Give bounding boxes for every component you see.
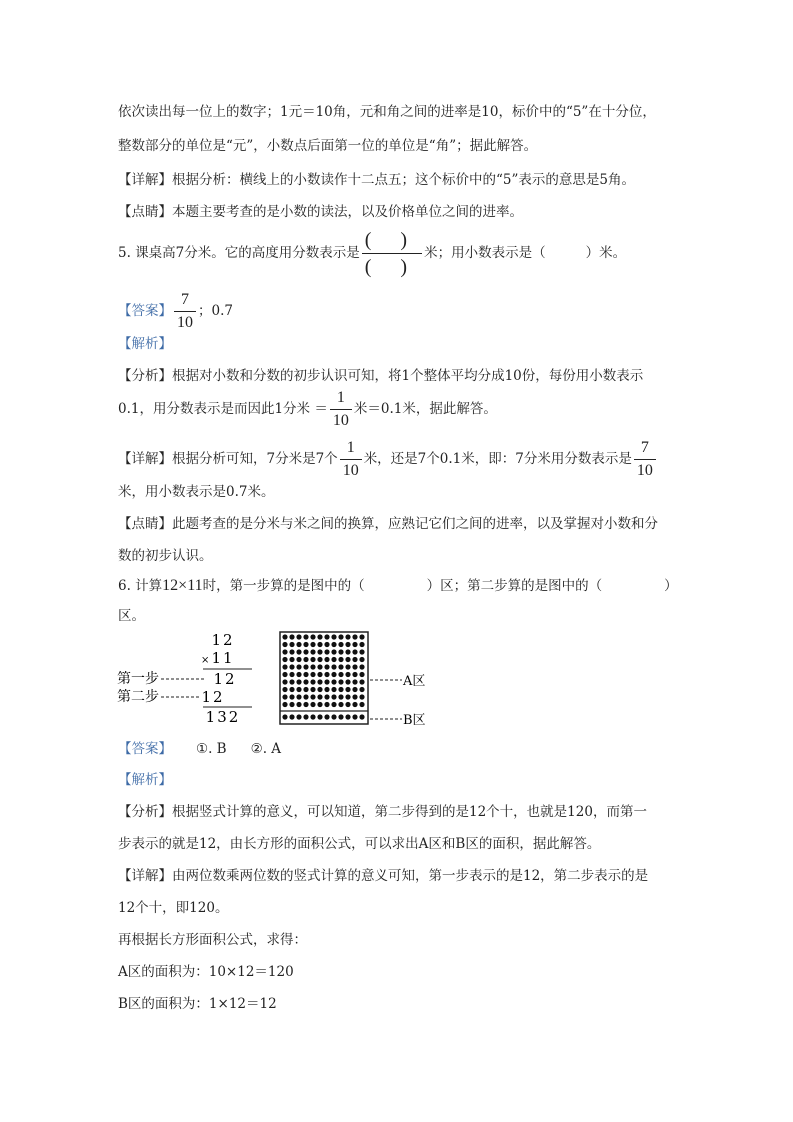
answer-2: ②. A	[250, 741, 282, 757]
q6-question-a: 6. 计算	[118, 578, 163, 594]
dot-zone-a	[345, 672, 350, 677]
q6-question	[118, 574, 678, 595]
denominator: 10	[332, 412, 349, 429]
detail-text-b: 米，还是7个0.1米，即：7分米用分数表示是	[363, 451, 632, 467]
dot-zone-a	[324, 679, 329, 684]
q6-question-b: 时，第一步算的是图中的（	[202, 578, 365, 594]
dot-zone-a	[352, 649, 357, 654]
dot-zone-a	[331, 687, 336, 692]
dot-grid	[282, 634, 364, 719]
dot-zone-a	[317, 642, 322, 647]
detail-label: 【详解】	[118, 451, 172, 467]
prev-point	[118, 200, 523, 220]
analysis-label: 【分析】	[118, 804, 172, 820]
dot-zone-a	[317, 664, 322, 669]
dot-zone-a	[352, 642, 357, 647]
dot-zone-a	[352, 679, 357, 684]
dot-zone-a	[317, 672, 322, 677]
denominator: 10	[342, 462, 359, 479]
blank-denominator: ( )	[364, 256, 420, 278]
dot-zone-a	[331, 672, 336, 677]
dot-zone-a	[282, 694, 287, 699]
dot-zone-a	[324, 687, 329, 692]
detail-text-a: 根据分析可知，7分米是7个	[172, 451, 338, 467]
dot-zone-a	[338, 672, 343, 677]
dot-zone-a	[310, 634, 315, 639]
answer-1: ①. B	[196, 741, 227, 757]
dot-zone-a	[338, 694, 343, 699]
dot-zone-a	[345, 642, 350, 647]
dot-zone-a	[317, 657, 322, 662]
dot-zone-a	[324, 649, 329, 654]
dot-zone-a	[359, 634, 364, 639]
dot-zone-a	[338, 687, 343, 692]
dot-zone-a	[324, 657, 329, 662]
dot-zone-a	[289, 664, 294, 669]
dot-zone-a	[282, 664, 287, 669]
dot-zone-a	[296, 679, 301, 684]
q6-area-b: B区的面积为：1×12＝12	[118, 996, 277, 1012]
dot-zone-a	[345, 664, 350, 669]
fraction-1-10	[340, 440, 362, 479]
q6-question-2: 区。	[118, 608, 145, 624]
dot-zone-a	[352, 702, 357, 707]
dot-zone-a	[310, 664, 315, 669]
dot-zone-a	[345, 687, 350, 692]
dot-zone-a	[289, 702, 294, 707]
dot-zone-a	[324, 664, 329, 669]
dot-zone-a	[310, 642, 315, 647]
dot-zone-a	[345, 649, 350, 654]
q6-jiexi-label: 【解析】	[118, 772, 172, 788]
dot-zone-a	[359, 694, 364, 699]
q6-expression: 12×11	[162, 577, 203, 594]
dot-zone-a	[296, 702, 301, 707]
dot-zone-a	[303, 694, 308, 699]
dot-zone-a	[303, 672, 308, 677]
dot-zone-a	[289, 642, 294, 647]
q5-blank-fraction	[362, 230, 422, 277]
dot-zone-a	[282, 649, 287, 654]
dot-zone-a	[303, 649, 308, 654]
dot-zone-b	[352, 714, 357, 719]
dot-zone-a	[303, 679, 308, 684]
q6-area-a: A区的面积为：10×12＝120	[118, 964, 294, 980]
dot-zone-a	[345, 679, 350, 684]
q6-detail-2: 12个十，即120。	[118, 900, 229, 916]
dot-zone-b	[317, 714, 322, 719]
dot-zone-a	[331, 702, 336, 707]
dot-zone-a	[289, 649, 294, 654]
dot-zone-a	[303, 657, 308, 662]
dot-zone-a	[338, 649, 343, 654]
analysis-label: 【分析】	[118, 368, 172, 384]
dot-zone-a	[317, 687, 322, 692]
dot-zone-b	[345, 714, 350, 719]
denominator: 10	[636, 462, 653, 479]
dot-zone-b	[303, 714, 308, 719]
dot-zone-a	[310, 679, 315, 684]
q5-question-a: 5. 课桌高7分米。它的高度用分数表示是	[118, 245, 360, 261]
answer-label: 【答案】	[118, 741, 172, 757]
dot-zone-a	[317, 694, 322, 699]
dot-zone-a	[338, 634, 343, 639]
dot-zone-a	[317, 634, 322, 639]
detail-text: 由两位数乘两位数的竖式计算的意义可知，第一步表示的是12，第二步表示的是	[172, 868, 649, 884]
numerator: 1	[340, 440, 362, 460]
multiplicand: 12	[211, 631, 235, 649]
analysis-text: 根据竖式计算的意义，可以知道，第二步得到的是12个十，也就是120，而第一	[172, 804, 647, 820]
dot-zone-b	[338, 714, 343, 719]
q6-question-d: ）	[664, 578, 678, 594]
dot-zone-a	[282, 634, 287, 639]
dot-zone-a	[303, 634, 308, 639]
q5-analysis-1	[118, 364, 643, 384]
dot-zone-a	[310, 687, 315, 692]
step1-label: 第一步	[117, 671, 159, 687]
dot-zone-a	[331, 679, 336, 684]
dot-zone-a	[289, 634, 294, 639]
q6-formula-line: 再根据长方形面积公式，求得：	[118, 932, 307, 948]
dot-zone-a	[331, 634, 336, 639]
dot-zone-b	[282, 714, 287, 719]
numerator: 1	[330, 390, 352, 410]
dot-zone-a	[338, 642, 343, 647]
dot-zone-a	[338, 657, 343, 662]
dot-zone-a	[289, 679, 294, 684]
dot-zone-a	[359, 657, 364, 662]
dot-zone-a	[282, 657, 287, 662]
dot-zone-a	[338, 664, 343, 669]
dot-zone-a	[324, 694, 329, 699]
dot-zone-a	[282, 642, 287, 647]
dot-zone-a	[359, 687, 364, 692]
dot-zone-a	[296, 649, 301, 654]
dot-zone-a	[296, 634, 301, 639]
q6-analysis-1	[118, 800, 647, 820]
point-label: 【点睛】	[118, 204, 172, 220]
q5-point-1	[118, 512, 658, 532]
point-label: 【点睛】	[118, 516, 172, 532]
analysis-text-2a: 0.1，用分数表示是而因此1分米 ＝	[118, 401, 328, 417]
dot-zone-a	[303, 687, 308, 692]
q5-question	[118, 230, 626, 277]
result: 132	[205, 708, 241, 726]
step2-value: 12	[201, 688, 225, 706]
dot-zone-a	[282, 687, 287, 692]
fraction-7-10	[634, 440, 656, 479]
q6-question-c: ）区；第二步算的是图中的（	[426, 578, 603, 594]
dot-zone-a	[317, 649, 322, 654]
prev-text-line-1: 依次读出每一位上的数字；1元＝10角，元和角之间的进率是10，标价中的“5”在十分位，	[118, 104, 656, 120]
dot-zone-a	[345, 702, 350, 707]
dot-zone-a	[317, 702, 322, 707]
dot-zone-a	[296, 642, 301, 647]
dot-zone-a	[282, 672, 287, 677]
q6-answer	[118, 737, 281, 757]
dot-zone-a	[345, 657, 350, 662]
dot-zone-a	[352, 664, 357, 669]
q5-detail-1	[118, 440, 658, 479]
q5-point-2: 数的初步认识。	[118, 548, 213, 564]
dot-zone-a	[296, 687, 301, 692]
dot-zone-a	[289, 687, 294, 692]
dot-zone-a	[303, 702, 308, 707]
dot-zone-a	[345, 634, 350, 639]
times-sign: ×	[201, 655, 210, 666]
q5-answer	[118, 292, 233, 331]
answer-label: 【答案】	[118, 303, 172, 319]
dot-zone-b	[289, 714, 294, 719]
dot-zone-a	[359, 679, 364, 684]
blank-numerator: ( )	[362, 230, 422, 254]
q5-detail-2: 米，用小数表示是0.7米。	[118, 484, 275, 500]
zone-b-label: B区	[403, 713, 426, 728]
zone-a-label: A区	[403, 674, 426, 689]
answer-numerator: 7	[174, 292, 196, 312]
q6-detail-1	[118, 864, 648, 884]
dot-zone-a	[359, 642, 364, 647]
dot-zone-a	[282, 679, 287, 684]
multiplication-figure	[115, 628, 445, 728]
prev-text-line-2: 整数部分的单位是“元”，小数点后面第一位的单位是“角”；据此解答。	[118, 138, 538, 154]
dot-zone-a	[352, 694, 357, 699]
analysis-text-2b: 米＝0.1米，据此解答。	[353, 401, 497, 417]
dot-zone-a	[331, 694, 336, 699]
dot-zone-a	[296, 657, 301, 662]
step1-value: 12	[213, 670, 237, 688]
dot-zone-a	[310, 694, 315, 699]
dot-zone-b	[331, 714, 336, 719]
answer-fraction	[174, 292, 196, 331]
dot-zone-a	[352, 687, 357, 692]
dot-zone-a	[310, 702, 315, 707]
dot-zone-a	[303, 664, 308, 669]
dot-zone-a	[352, 657, 357, 662]
dot-zone-a	[289, 694, 294, 699]
dot-zone-b	[359, 714, 364, 719]
dot-zone-b	[324, 714, 329, 719]
detail-label: 【详解】	[118, 172, 172, 188]
dot-zone-a	[289, 672, 294, 677]
dot-zone-a	[324, 634, 329, 639]
dot-zone-a	[331, 664, 336, 669]
dot-zone-a	[338, 679, 343, 684]
dot-zone-a	[324, 672, 329, 677]
dot-zone-a	[331, 657, 336, 662]
dot-zone-a	[310, 657, 315, 662]
dot-zone-a	[359, 672, 364, 677]
dot-zone-a	[289, 657, 294, 662]
dot-zone-a	[359, 649, 364, 654]
dot-zone-a	[359, 664, 364, 669]
detail-label: 【详解】	[118, 868, 172, 884]
dot-zone-a	[296, 664, 301, 669]
dot-zone-a	[352, 634, 357, 639]
q5-analysis-2	[118, 390, 497, 429]
dot-zone-a	[296, 672, 301, 677]
point-text: 本题主要考查的是小数的读法，以及价格单位之间的进率。	[172, 204, 523, 220]
dot-zone-a	[310, 649, 315, 654]
dot-zone-a	[296, 694, 301, 699]
analysis-text: 根据对小数和分数的初步认识可知，将1个整体平均分成10份，每份用小数表示	[172, 368, 644, 384]
q5-question-b: 米；用小数表示是（	[424, 245, 546, 261]
multiplier: 11	[211, 649, 235, 667]
answer-denominator: 10	[177, 314, 193, 331]
dot-zone-a	[338, 702, 343, 707]
dot-zone-a	[303, 642, 308, 647]
numerator: 7	[634, 440, 656, 460]
point-text: 此题考查的是分米与米之间的换算，应熟记它们之间的进率，以及掌握对小数和分	[172, 516, 658, 532]
dot-zone-a	[331, 642, 336, 647]
dot-zone-a	[310, 672, 315, 677]
q5-jiexi-label: 【解析】	[118, 336, 172, 352]
dot-zone-a	[324, 642, 329, 647]
prev-detail	[118, 168, 635, 188]
dot-zone-a	[331, 649, 336, 654]
dot-zone-b	[310, 714, 315, 719]
q6-analysis-2: 步表示的就是12，由长方形的面积公式，可以求出A区和B区的面积，据此解答。	[118, 836, 601, 852]
dot-zone-a	[282, 702, 287, 707]
step2-label: 第二步	[117, 689, 159, 705]
dot-zone-b	[296, 714, 301, 719]
dot-zone-a	[352, 672, 357, 677]
answer-rest: ；0.7	[198, 303, 233, 319]
detail-text: 根据分析：横线上的小数读作十二点五；这个标价中的“5”表示的意思是5角。	[172, 172, 635, 188]
dot-zone-a	[324, 702, 329, 707]
dot-zone-a	[359, 702, 364, 707]
dot-zone-a	[317, 679, 322, 684]
dot-zone-a	[345, 694, 350, 699]
fraction-1-10	[330, 390, 352, 429]
q5-question-c: ）米。	[585, 245, 627, 261]
